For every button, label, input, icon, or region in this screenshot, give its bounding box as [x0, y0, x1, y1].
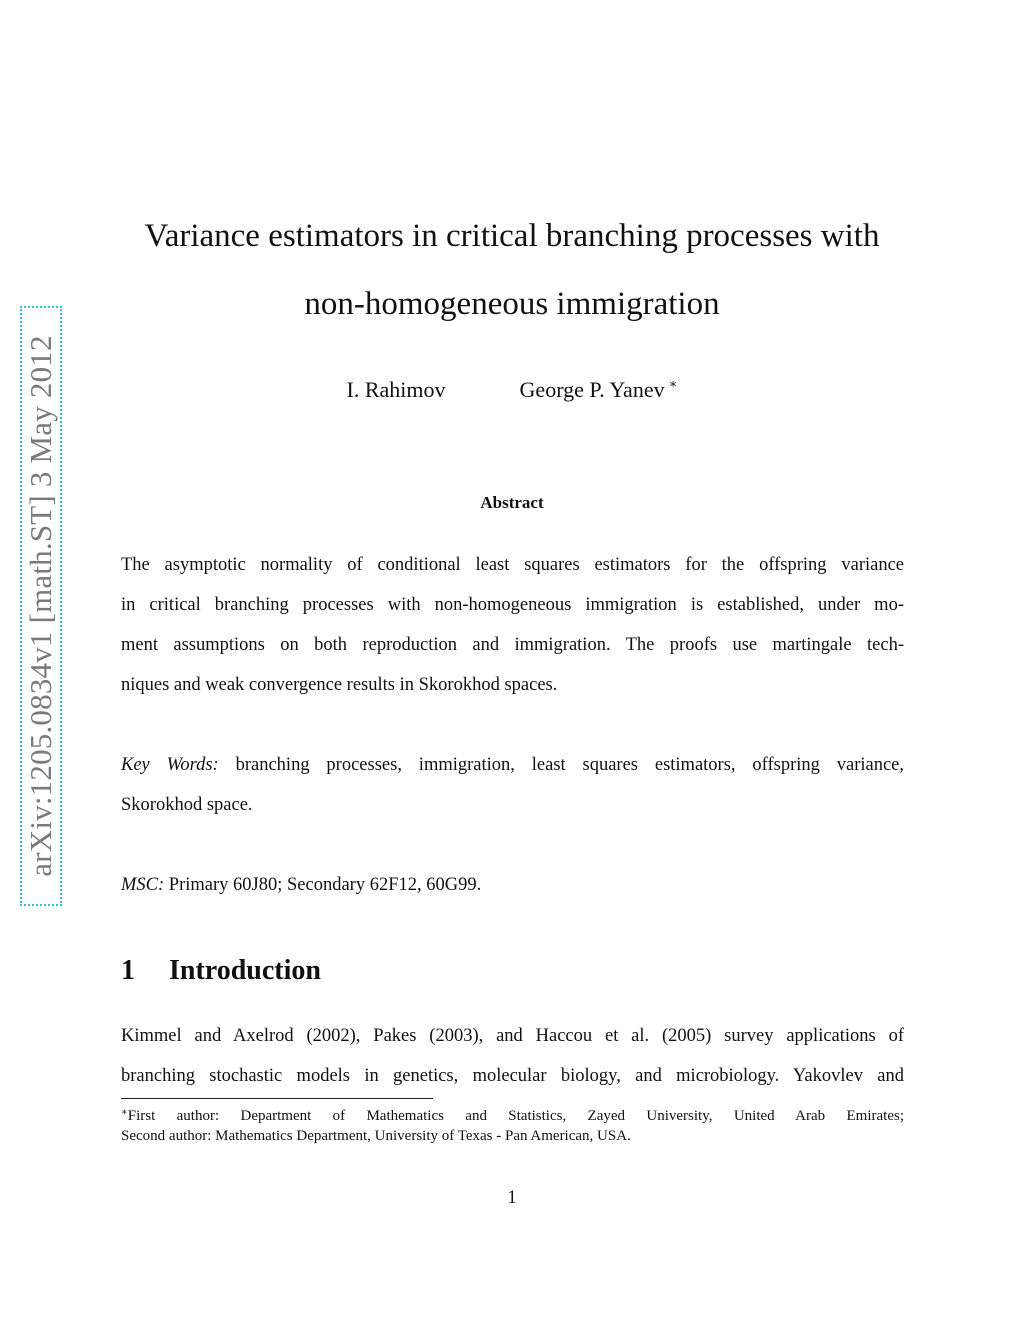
section-heading — [121, 955, 321, 987]
footnote-rule — [121, 1098, 433, 1099]
abstract-body — [121, 554, 904, 714]
section-title: Introduction — [169, 955, 321, 986]
msc-line — [121, 874, 904, 914]
paper-title-line-2: non-homogeneous immigration — [304, 286, 720, 322]
abstract-heading: Abstract — [480, 493, 544, 512]
keywords-label: Key Words: — [121, 755, 219, 775]
paper-title-line-1: Variance estimators in critical branching processes with — [144, 218, 880, 254]
footnote-text-1: First author: Department of Mathematics and Statistics, Zayed University, United Arab Emirates; — [127, 1108, 904, 1124]
keywords-block — [121, 754, 904, 834]
author-list — [0, 376, 1024, 403]
intro-paragraph — [121, 1025, 904, 1105]
author-first: I. Rahimov — [346, 377, 446, 402]
msc-block — [121, 874, 904, 914]
footnote-line-1 — [121, 1103, 904, 1126]
page-number: 1 — [507, 1188, 517, 1208]
keywords-line-2: Skorokhod space. — [121, 795, 253, 815]
msc-text: Primary 60J80; Secondary 62F12, 60G99. — [168, 875, 482, 895]
intro-line: branching stochastic models in genetics, molecular biology, and microbiology. Yakovlev and — [121, 1066, 904, 1086]
arxiv-identifier: arXiv:1205.0834v1 [math.ST] 3 May 2012 — [23, 335, 58, 877]
abstract-line: The asymptotic normality of conditional least squares estimators for the offspring variance — [121, 555, 904, 575]
footnote-mark: ∗ — [121, 1107, 128, 1118]
msc-label: MSC: — [121, 875, 165, 895]
abstract-line: in critical branching processes with non-homogeneous immigration is established, under mo- — [121, 595, 904, 615]
abstract-line: niques and weak convergence results in Skorokhod spaces. — [121, 675, 558, 695]
section-number: 1 — [121, 955, 135, 986]
abstract-line: ment assumptions on both reproduction and immigration. The proofs use martingale tech- — [121, 635, 904, 655]
keywords-text: branching processes, immigration, least squares estimators, offspring variance, — [235, 755, 905, 775]
keywords-line — [121, 754, 904, 794]
intro-line: Kimmel and Axelrod (2002), Pakes (2003), and Haccou et al. (2005) survey applications of — [121, 1026, 904, 1046]
author-footnote-mark: ∗ — [668, 376, 678, 391]
footnote-line-2: Second author: Mathematics Department, University of Texas - Pan American, USA. — [121, 1128, 631, 1144]
footnote — [121, 1103, 904, 1146]
author-second: George P. Yanev — [519, 377, 665, 402]
